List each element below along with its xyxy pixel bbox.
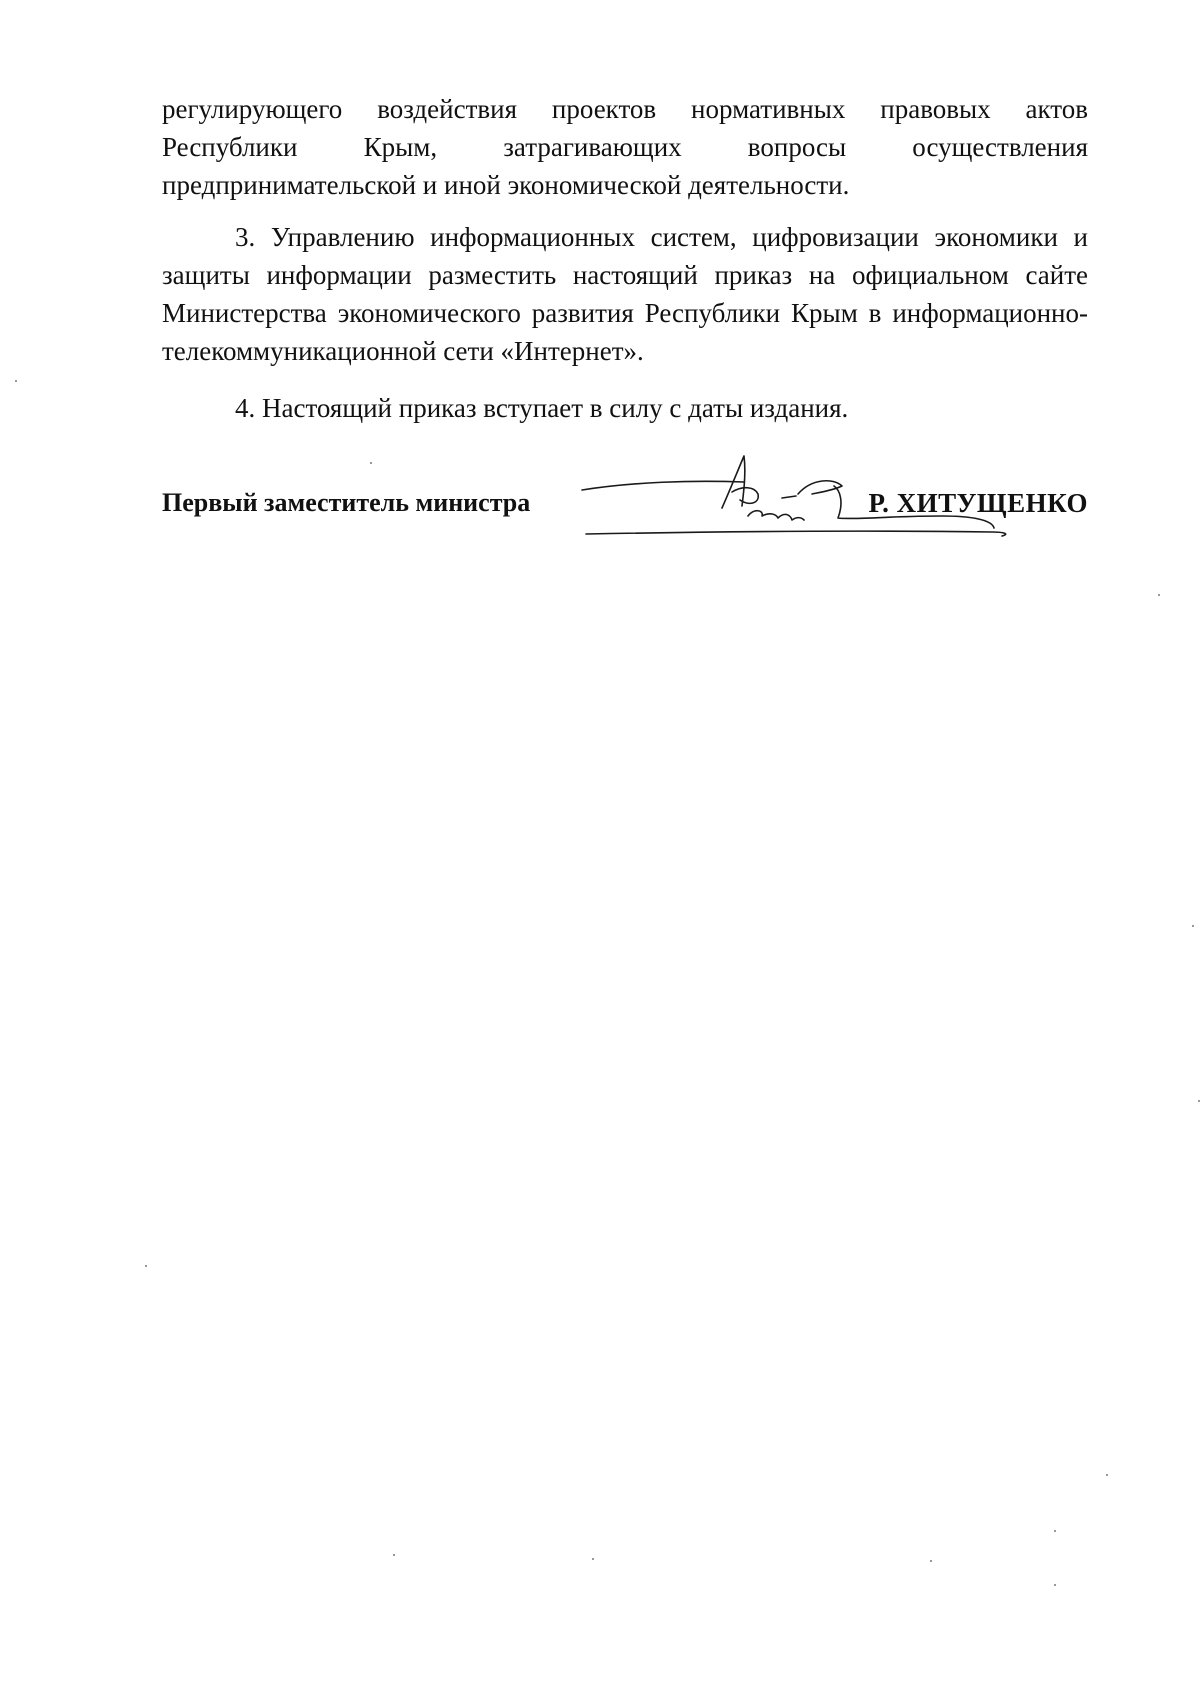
document-body-item-3 [162,218,1088,370]
signer-name: Р. ХИТУЩЕНКО [868,488,1088,518]
scan-speck [930,1560,932,1562]
scan-speck [1054,1530,1056,1532]
paragraph-item-4: 4. Настоящий приказ вступает в силу с даты издания. [235,393,849,423]
scan-speck [15,380,17,382]
signer-title: Первый заместитель министра [162,488,531,517]
paragraph-continued: регулирующего воздействия проектов нормативных правовых актов Республики Крым, затрагивающих вопросы осуществления предпринимательской и иной экономической деятельности. [162,94,1088,200]
scan-speck [370,462,372,464]
document-body-continued [162,90,1088,204]
scan-speck [1106,1474,1108,1476]
scan-speck [1192,925,1194,927]
paragraph-item-3: 3. Управлению информационных систем, цифровизации экономики и защиты информации разместить настоящий приказ на официальном сайте Министерства экономического развития Республики Крым в информационно-телекоммуникационной сети «Интернет». [162,222,1088,366]
scan-speck [1158,594,1160,596]
scan-speck [592,1558,594,1560]
scan-speck [393,1554,395,1556]
scan-speck [1054,1584,1056,1586]
scan-speck [145,1265,147,1267]
signature-block [162,480,1088,550]
document-body-item-4 [162,389,1088,427]
